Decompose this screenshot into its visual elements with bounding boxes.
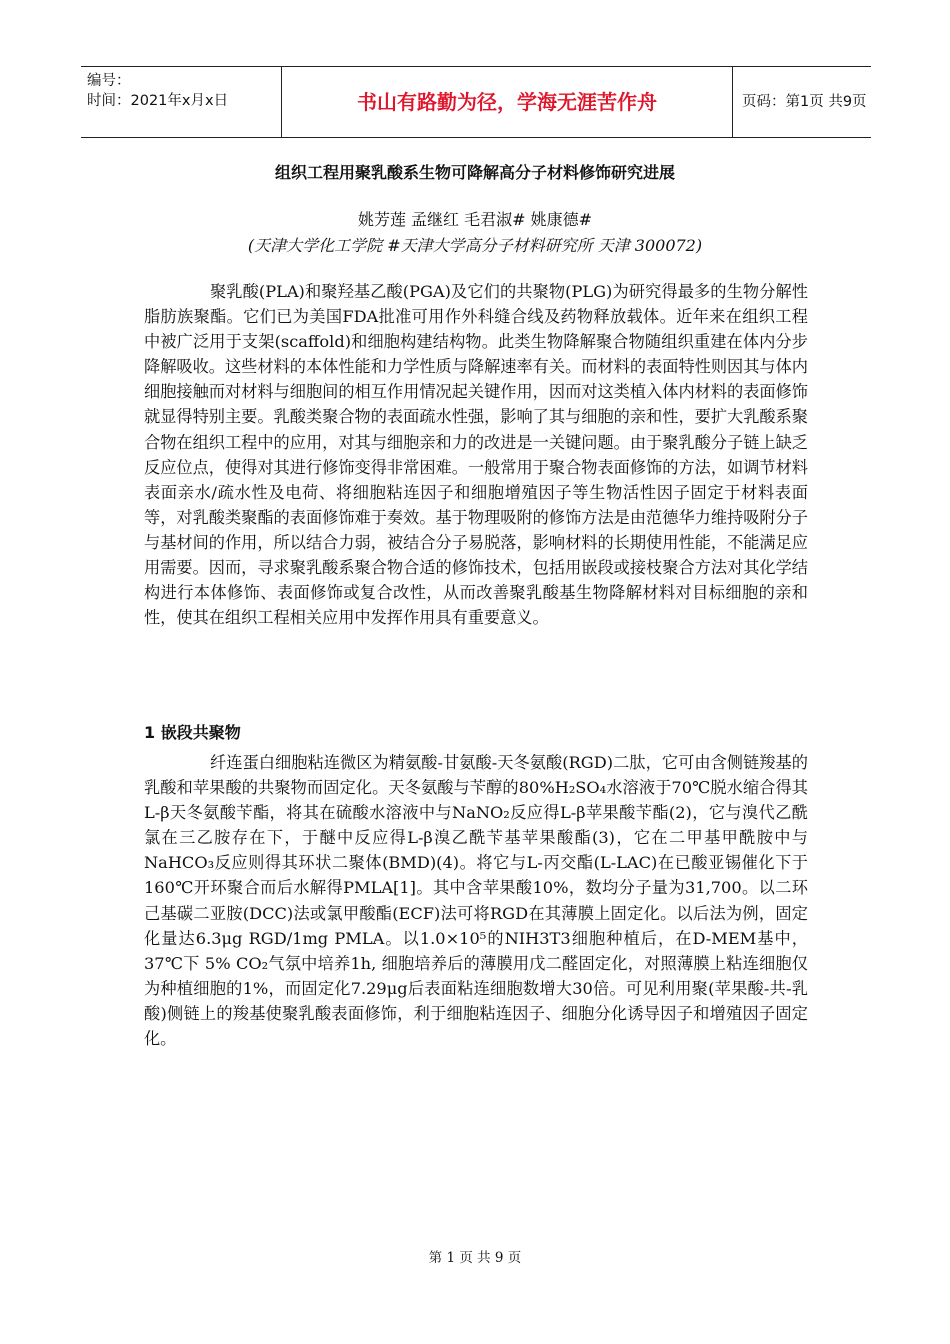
number-label: 编号： [87, 73, 131, 89]
header-meta [81, 67, 281, 137]
section-paragraph: 纤连蛋白细胞粘连微区为精氨酸-甘氨酸-天冬氨酸(RGD)二肽，它可由含侧链羧基的乳酸和苹果酸的共聚物而固定化。天冬氨酸与苄醇的80%H₂SO₄水溶液于70℃脱水缩合得其L-β天冬氨酸苄酯，将其在硫酸水溶液中与NaNO₂反应得L-β苹果酸苄酯(2)，它与溴代乙酰氯在三乙胺存在下，于醚中反应得L-β溴乙酰苄基苹果酸酯(3)，它在二甲基甲酰胺中与NaHCO₃反应则得其环状二聚体(BMD)(4)。将它与L-丙交酯(L-LAC)在已酸亚锡催化下于160℃开环聚合而后水解得PMLA[1]。其中含苹果酸10%，数均分子量为31,700。以二环己基碳二亚胺(DCC)法或氯甲酸酯(ECF)法可将RGD在其薄膜上固定化。以后法为例，固定化量达6.3μg RGD/1mg PMLA。以1.0×10⁵的NIH3T3细胞种植后，在D-MEM基中，37℃下 5% CO₂气氛中培养1h, 细胞培养后的薄膜用戊二醛固定化，对照薄膜上粘连细胞仅为种植细胞的1%，而固定化7.29μg后表面粘连细胞数增大30倍。可见利用聚(苹果酸-共-乳酸)侧链上的羧基使聚乳酸表面修饰，利于细胞粘连因子、细胞分化诱导因子和增殖因子固定化。 [144, 753, 808, 1049]
page-footer: 第 1 页 共 9 页 [428, 1250, 522, 1266]
article-affiliation: (天津大学化工学院 #天津大学高分子材料研究所 天津 300072) [247, 236, 703, 255]
article-title: 组织工程用聚乳酸系生物可降解高分子材料修饰研究进展 [274, 163, 675, 182]
intro-paragraph: 聚乳酸(PLA)和聚羟基乙酸(PGA)及它们的共聚物(PLG)为研究得最多的生物分解性脂肪族聚酯。它们已为美国FDA批准可用作外科缝合线及药物释放载体。近年来在组织工程中被广泛用于支架(scaffold)和细胞构建结构物。此类生物降解聚合物随组织重建在体内分步降解吸收。这些材料的本体性能和力学性质与降解速率有关。而材料的表面特性则因其与体内细胞接触而对材料与细胞间的相互作用情况起关键作用，因而对这类植入体内材料的表面修饰就显得特别主要。乳酸类聚合物的表面疏水性强，影响了其与细胞的亲和性，要扩大乳酸系聚合物在组织工程中的应用，对其与细胞亲和力的改进是一关键问题。由于聚乳酸分子链上缺乏反应位点，使得对其进行修饰变得非常困难。一般常用于聚合物表面修饰的方法，如调节材料表面亲水/疏水性及电荷、将细胞粘连因子和细胞增殖因子等生物活性因子固定于材料表面等，对乳酸类聚酯的表面修饰难于奏效。基于物理吸附的修饰方法是由范德华力维持吸附分子与基材间的作用，所以结合力弱，被结合分子易脱落，影响材料的长期使用性能，不能满足应用需要。因而，寻求聚乳酸系聚合物合适的修饰技术，包括用嵌段或接枝聚合方法对其化学结构进行本体修饰、表面修饰或复合改性，从而改善聚乳酸基生物降解材料对目标细胞的亲和性，使其在组织工程相关应用中发挥作用具有重要意义。 [144, 282, 808, 628]
header-page-label: 页码：第1页 共9页 [742, 94, 867, 110]
article-authors: 姚芳莲 孟继红 毛君淑# 姚康德# [357, 210, 593, 229]
header-motto: 书山有路勤为径，学海无涯苦作舟 [281, 67, 733, 137]
time-label: 时间：2021年x月x日 [87, 93, 229, 109]
page-header [81, 66, 871, 138]
section-heading: 1 嵌段共聚物 [144, 723, 241, 742]
